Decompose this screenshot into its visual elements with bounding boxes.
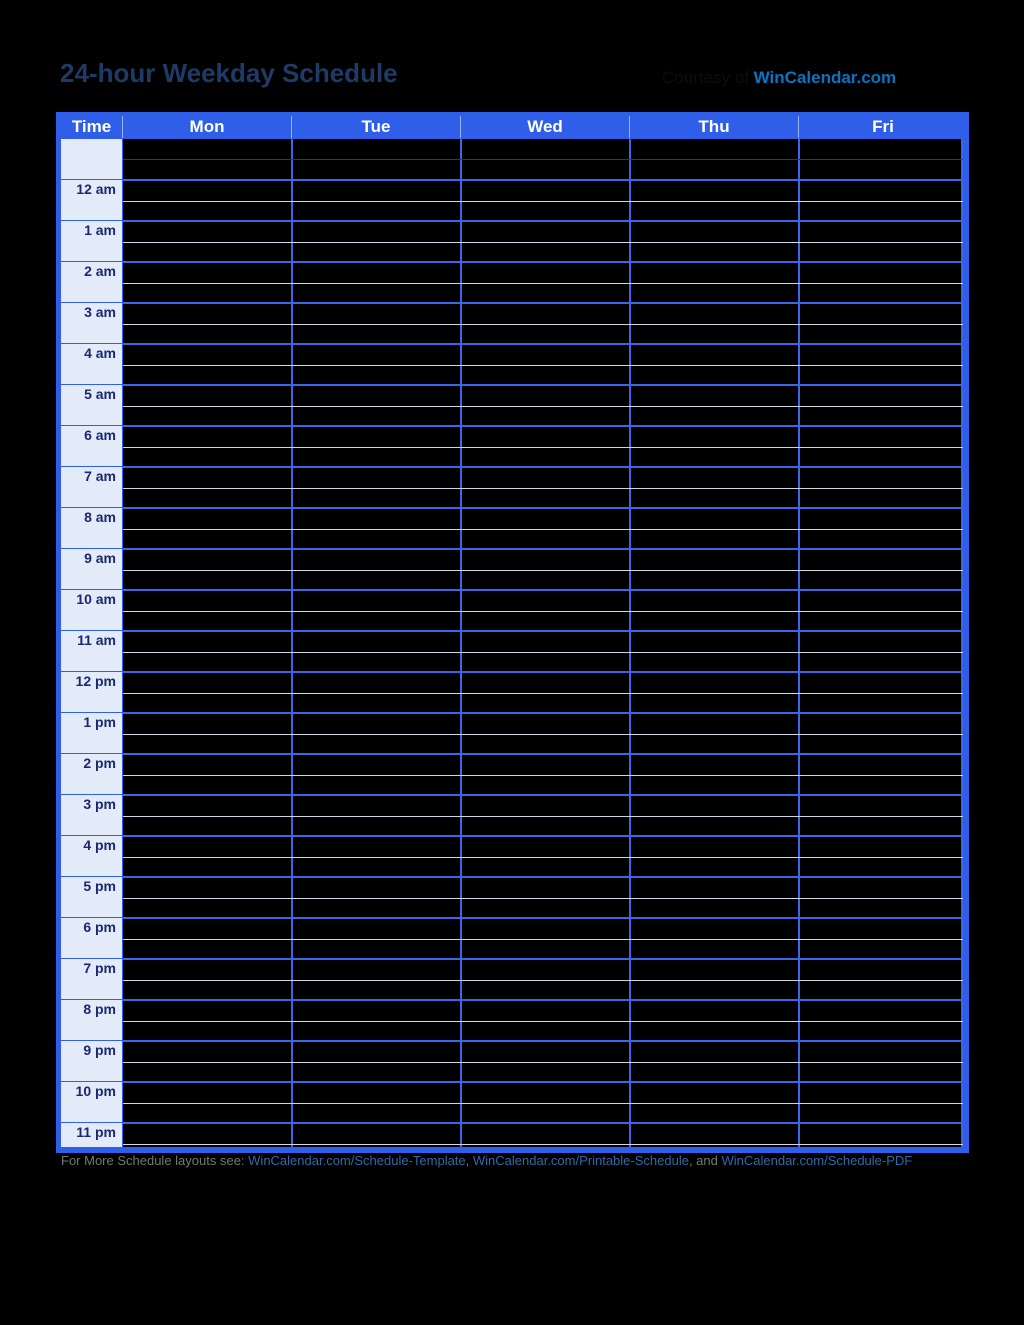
time-label: 6 pm [83,919,116,935]
day-column-divider [798,139,800,1147]
hour-line [123,671,963,673]
half-hour-line [123,939,963,940]
header-day-tue: Tue [361,117,391,136]
half-hour-line [123,816,963,817]
half-hour-line [123,898,963,899]
schedule-table [56,112,969,1153]
header-time: Time [71,117,112,136]
half-hour-line [123,529,963,530]
half-hour-line [123,857,963,858]
time-label: 10 pm [75,1083,116,1099]
header-day-wed: Wed [527,117,563,136]
time-label: 5 pm [83,878,116,894]
time-row-divider [61,466,122,467]
half-hour-line [123,570,963,571]
day-column-divider [291,139,293,1147]
time-row-divider [61,876,122,877]
hour-line [123,712,963,714]
day-column-divider [629,139,631,1147]
hour-line [123,343,963,345]
header-day-mon: Mon [189,117,225,136]
time-row-divider [61,589,122,590]
hour-line [123,1081,963,1083]
courtesy-credit [662,68,896,88]
half-hour-line [123,1144,963,1145]
hour-line [123,220,963,222]
hour-line [123,917,963,919]
time-row-divider [61,425,122,426]
time-label: 9 am [84,550,116,566]
time-label: 9 pm [83,1042,116,1058]
time-label: 5 am [84,386,116,402]
half-hour-line [123,775,963,776]
time-label: 8 am [84,509,116,525]
hour-line [123,1040,963,1042]
hour-line [123,835,963,837]
half-hour-line [123,1103,963,1104]
time-row-divider [61,548,122,549]
footer-link-schedule-pdf[interactable]: WinCalendar.com/Schedule-PDF [721,1153,913,1168]
hour-line [123,876,963,878]
footer-separator: , and [688,1153,722,1168]
brand-link[interactable]: WinCalendar.com [753,68,897,87]
day-column-divider [961,139,963,1147]
time-label: 1 pm [83,714,116,730]
half-hour-line [123,611,963,612]
time-row-divider [61,220,122,221]
time-row-divider [61,261,122,262]
half-hour-line [123,1021,963,1022]
half-hour-line [123,324,963,325]
hour-line [123,753,963,755]
time-row-divider [61,1122,122,1123]
courtesy-prefix: Courtesy of [662,68,754,87]
time-row-divider [61,917,122,918]
time-label: 7 am [84,468,116,484]
hour-line [123,548,963,550]
hour-line [123,589,963,591]
time-row-divider [61,384,122,385]
half-hour-line [123,447,963,448]
time-row-divider [61,507,122,508]
time-label: 11 am [77,632,116,648]
time-label: 1 am [84,222,116,238]
hour-line [123,425,963,427]
time-column [61,139,122,1147]
hour-line [123,261,963,263]
half-hour-line [123,365,963,366]
day-column-divider [460,139,462,1147]
half-hour-line [123,242,963,243]
time-label: 4 pm [83,837,116,853]
time-row-divider [61,179,122,180]
time-row-divider [61,343,122,344]
time-label: 8 pm [83,1001,116,1017]
time-label: 6 am [84,427,116,443]
footer-link-printable-schedule[interactable]: WinCalendar.com/Printable-Schedule [472,1153,689,1168]
time-label: 3 am [84,304,116,320]
time-row-divider [61,835,122,836]
hour-line [123,507,963,509]
time-row-divider [61,712,122,713]
half-hour-line [123,488,963,489]
time-label: 4 am [84,345,116,361]
time-label: 3 pm [83,796,116,812]
header-day-thu: Thu [698,117,730,136]
time-label: 2 am [84,263,116,279]
footer-note [61,1153,912,1168]
time-label: 12 am [76,181,116,197]
hour-line [123,302,963,304]
hour-line [123,1122,963,1124]
schedule-grid[interactable] [123,139,963,1147]
half-hour-line [123,283,963,284]
hour-line [123,794,963,796]
half-hour-line [123,159,963,160]
time-row-divider [61,958,122,959]
half-hour-line [123,201,963,202]
hour-line [123,384,963,386]
half-hour-line [123,734,963,735]
time-row-divider [61,1040,122,1041]
half-hour-line [123,1062,963,1063]
time-row-divider [61,753,122,754]
footer-separator: , [465,1153,473,1168]
time-label: 11 pm [76,1124,116,1140]
time-label: 12 pm [75,673,116,689]
time-row-divider [61,999,122,1000]
hour-line [123,999,963,1001]
time-label: 2 pm [83,755,116,771]
time-label: 7 pm [83,960,116,976]
page-title: 24-hour Weekday Schedule [60,58,398,88]
time-row-divider [61,1081,122,1082]
time-row-divider [61,794,122,795]
time-label: 10 am [76,591,116,607]
hour-line [123,179,963,181]
header-day-fri: Fri [872,117,894,136]
hour-line [123,958,963,960]
time-row-divider [61,671,122,672]
footer-lead: For More Schedule layouts see: [61,1153,249,1168]
half-hour-line [123,980,963,981]
half-hour-line [123,693,963,694]
time-row-divider [61,630,122,631]
time-row-divider [61,302,122,303]
half-hour-line [123,652,963,653]
hour-line [123,630,963,632]
half-hour-line [123,406,963,407]
hour-line [123,466,963,468]
footer-link-schedule-template[interactable]: WinCalendar.com/Schedule-Template [248,1153,466,1168]
